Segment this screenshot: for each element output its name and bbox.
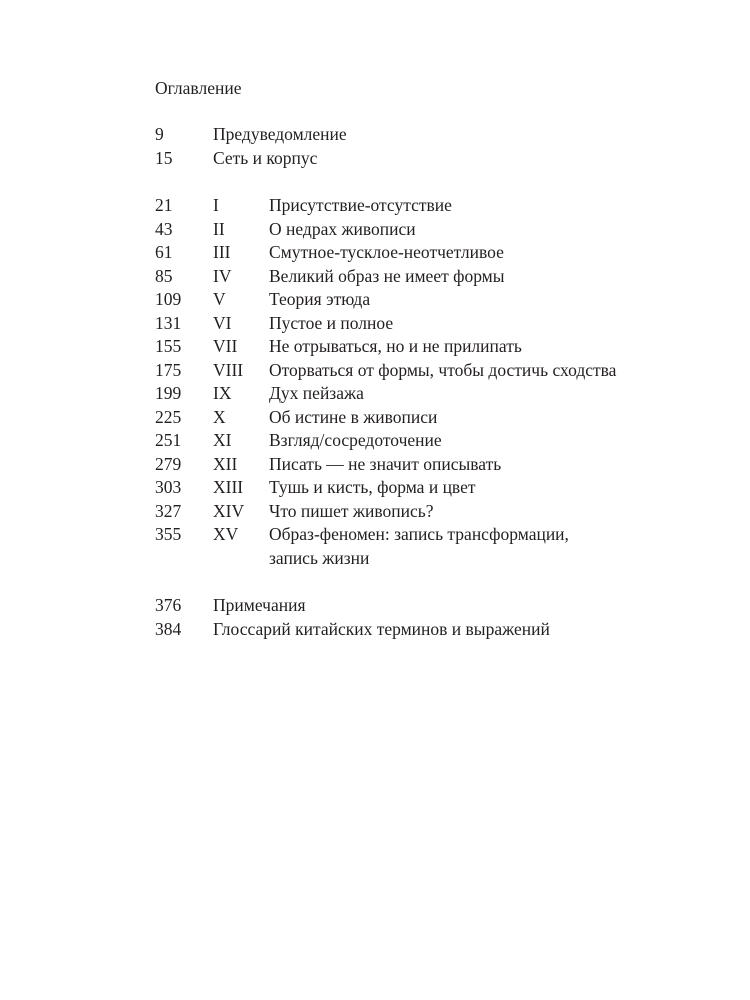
page-number: 279 [155, 453, 182, 474]
chapter-numeral: XV [213, 524, 239, 544]
chapter-numeral: VI [213, 312, 232, 333]
page-number: 327 [155, 500, 182, 521]
page-title: Оглавление [155, 78, 242, 98]
page-number: 85 [155, 265, 173, 286]
chapter-numeral: XI [213, 430, 232, 450]
page-number: 376 [155, 595, 182, 615]
entry-title: Пустое и полное [269, 312, 394, 333]
entry-title: Не отрываться, но и не прилипать [269, 336, 522, 356]
entry-title: Дух пейзажа [269, 383, 364, 403]
page-number: 225 [155, 406, 182, 427]
entry-title: Глоссарий китайских терминов и выражений [213, 618, 550, 639]
page-number: 9 [155, 124, 164, 144]
entry-title: Великий образ не имеет формы [269, 265, 505, 286]
chapter-numeral: VIII [213, 359, 244, 380]
chapter-numeral: VII [213, 336, 238, 356]
chapter-numeral: XIV [213, 500, 245, 521]
chapter-numeral: V [213, 289, 226, 309]
page-number: 175 [155, 359, 182, 380]
entry-title: Образ-феномен: запись трансформации, запись жизни [269, 524, 569, 568]
entry-title: Писать — не значит описывать [269, 453, 502, 474]
entry-title: Предуведомление [213, 124, 347, 144]
entry-title: Тушь и кисть, форма и цвет [269, 477, 476, 497]
chapter-numeral: IV [213, 265, 232, 286]
chapter-numeral: XIII [213, 477, 244, 497]
chapter-numeral: XII [213, 453, 238, 474]
page-number: 355 [155, 524, 182, 544]
chapter-numeral: IX [213, 383, 232, 403]
page-number: 155 [155, 336, 182, 356]
page-number: 199 [155, 383, 182, 403]
page-number: 303 [155, 477, 182, 497]
entry-title: Что пишет живопись? [269, 500, 434, 521]
entry-title: Теория этюда [269, 289, 371, 309]
entry-title: Взгляд/сосредоточение [269, 430, 442, 450]
entry-title: О недрах живописи [269, 218, 416, 239]
chapter-numeral: I [213, 195, 219, 215]
page-number: 251 [155, 430, 182, 450]
chapter-numeral: II [213, 218, 225, 239]
page-number: 43 [155, 218, 173, 239]
page-number: 61 [155, 242, 173, 262]
page-number: 21 [155, 195, 173, 215]
page-number: 384 [155, 618, 182, 639]
page-number: 15 [155, 147, 173, 168]
entry-title: Смутное-тусклое-неотчетливое [269, 242, 504, 262]
chapter-numeral: III [213, 242, 231, 262]
entry-title: Присутствие-отсутствие [269, 195, 452, 215]
entry-title: Об истине в живописи [269, 406, 438, 427]
entry-title: Оторваться от формы, чтобы достичь сходства [269, 359, 617, 380]
page-number: 109 [155, 289, 182, 309]
entry-title: Сеть и корпус [213, 147, 318, 168]
chapter-numeral: X [213, 406, 226, 427]
entry-title: Примечания [213, 595, 306, 615]
page-number: 131 [155, 312, 182, 333]
